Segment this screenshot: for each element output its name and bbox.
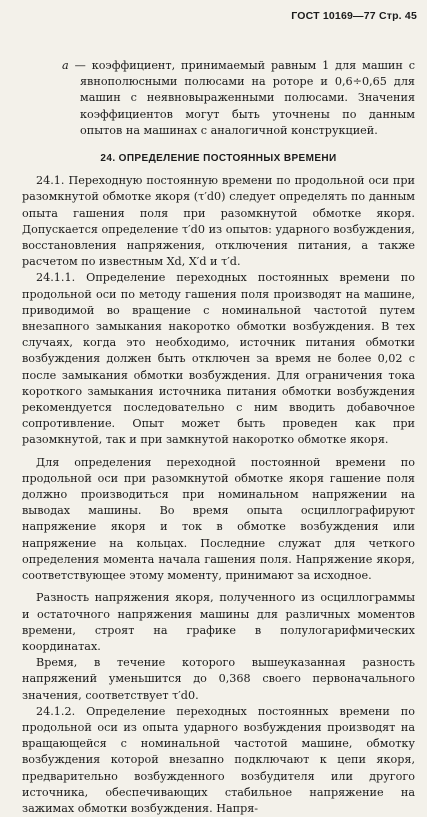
- paragraph-24-1-2: 24.1.2. Определение переходных постоянных времени по продольной оси из опыта ударного возбуждения производят на вращающейся с номинальной частотой машине, обмотку возбуждения которой внезапно подключают к цепи якоря, предварительно возбужденного возбудителя или другого источника, обеспечивающих стабильное напряжение на зажимах обмотки возбуждения. Напря-: [22, 704, 415, 815]
- paragraph-24-1-1: 24.1.1. Определение переходных постоянных времени по продольной оси по методу гашения поля производят на машине, приводимой во вращение с номинальной частотой путем внезапного замыкания накоротко обмотки возбуждения. В тех случаях, когда это необходимо, источник питания обмотки возбуждения должен быть отключен за время не более 0,02 с после замыкания обмотки возбуждения. Для ограничения тока короткого замыкания источника питания обмотки возбуждения рекомендуется последовательно с ним вводить добавочное сопротивление. Опыт может быть проведен как при разомкнутой, так и при замкнутой накоротко обмотке якоря.: [22, 271, 415, 447]
- coefficient-term: a: [62, 59, 69, 72]
- document-body: [22, 58, 415, 817]
- paragraph-voltage-difference: Разность напряжения якоря, полученного из осциллограммы и остаточного напряжения машины для различных моментов времени, строят на графике в полулогарифмических координатах.: [22, 591, 415, 653]
- paragraph-24-1: 24.1. Переходную постоянную времени по продольной оси при разомкнутой обмотке якоря (τ′d0) следует определять по данным опыта гашения поля при разомкнутой обмотке якоря. Допускается определение τ′d0 из опытов: ударного возбуждения, восстановления напряжения, отключения питания, а также расчетом по известным Xd, X′d и τ′d.: [22, 174, 415, 269]
- paragraph-time-constant: Время, в течение которого вышеуказанная разность напряжений уменьшится до 0,368 своего первоначального значения, соответствует τ′d0.: [22, 656, 415, 702]
- paragraph-open-circuit: Для определения переходной постоянной времени по продольной оси при разомкнутой обмотке якоря гашение поля должно производиться при номинальном напряжении на выводах машины. Во время опыта осциллографируют напряжение якоря и ток в обмотке возбуждения или напряжение на кольцах. Последние служат для четкого определения момента начала гашения поля. Напряжение якоря, соответствующее этому моменту, принимают за исходное.: [22, 455, 415, 583]
- section-title: 24. ОПРЕДЕЛЕНИЕ ПОСТОЯННЫХ ВРЕМЕНИ: [100, 153, 337, 165]
- coefficient-text: — коэффициент, принимаемый равным 1 для машин с явнополюсными полюсами на роторе и 0,6÷0,65 для машин с неявновыраженными полюсами. Значения коэффициентов могут быть уточнены по данным опытов на машинах с аналогичной конструкцией.: [74, 59, 415, 137]
- page-header: ГОСТ 10169—77 Стр. 45: [291, 10, 417, 22]
- coefficient-definition: [22, 58, 415, 139]
